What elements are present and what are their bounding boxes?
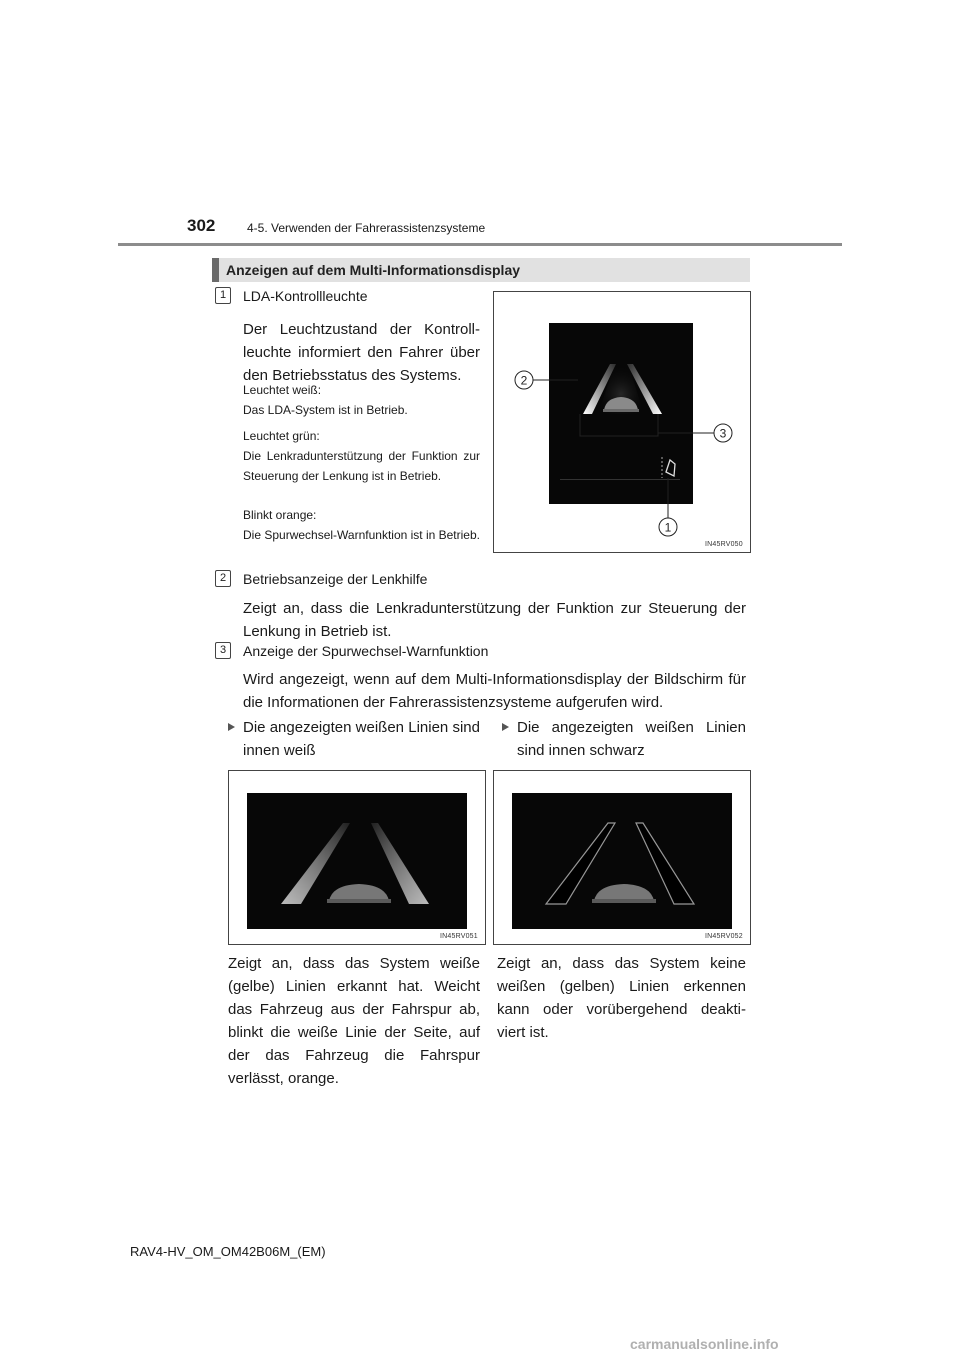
- bullet-triangle-icon: [502, 723, 509, 731]
- state-block: [243, 505, 480, 545]
- section-heading-text: Anzeigen auf dem Multi-Informationsdisplay: [226, 262, 521, 278]
- section-title: 4-5. Verwenden der Fahrerassistenzsysteme: [247, 221, 486, 235]
- section-heading: [212, 258, 750, 282]
- state-label: Blinkt orange:: [243, 508, 317, 522]
- item-description: Der Leuchtzustand der Kontroll- leuchte informiert den Fahrer über den Betriebsstatus des Systems.: [243, 321, 480, 384]
- state-block: [243, 426, 480, 486]
- bullet-triangle-icon: [228, 723, 235, 731]
- display-illustration: [494, 292, 750, 552]
- display-screen: [247, 793, 467, 929]
- item-number-badge: 1: [215, 287, 231, 304]
- display-divider: [560, 479, 680, 480]
- black-lines-illustration: [494, 771, 750, 944]
- callout-label-2: 2: [520, 373, 528, 388]
- figure-code: IN45RV051: [440, 933, 478, 940]
- item-title: LDA-Kontrollleuchte: [243, 288, 368, 304]
- item-description: Zeigt an, dass die Lenkradunterstützung der Funktion zur Steuerung der Lenkung in Betrieb ist.: [243, 600, 746, 640]
- figure-code: IN45RV052: [705, 933, 743, 940]
- vehicle-base: [592, 899, 656, 903]
- display-screen: [512, 793, 732, 929]
- state-label: Leuchtet weiß:: [243, 383, 322, 397]
- callout-label-3: 3: [719, 426, 727, 441]
- header-rule: [118, 243, 842, 246]
- heading-accent: [212, 258, 219, 282]
- state-text: Das LDA-System ist in Betrieb.: [243, 403, 408, 417]
- document-code: RAV4-HV_OM_OM42B06M_(EM): [130, 1244, 326, 1259]
- main-figure: [493, 291, 751, 553]
- figure-black-lines: [493, 770, 751, 945]
- state-label: Leuchtet grün:: [243, 429, 320, 443]
- figure-code: IN45RV050: [705, 541, 743, 548]
- item-number-badge: 3: [215, 642, 231, 659]
- comparison-heading-left: Die angezeigten weißen Linien sind innen weiß: [243, 719, 480, 759]
- item-title: Betriebsanzeige der Lenkhilfe: [243, 571, 428, 587]
- vehicle-base: [327, 899, 391, 903]
- item-description: Wird angezeigt, wenn auf dem Multi-Informationsdisplay der Bildschirm für die Informationen der Fahrerassistenzsysteme aufgerufen wird.: [243, 671, 746, 711]
- caption-left: Zeigt an, dass das System weiße (gelbe) Linien erkannt hat. Weicht das Fahrzeug aus der Fahrspur ab, blinkt die weiße Linie der Seite, auf der das Fahrzeug die Fahrspur verlässt, orange.: [228, 955, 480, 1087]
- state-text: Die Spurwechsel-Warnfunktion ist in Betrieb.: [243, 528, 480, 542]
- figure-white-lines: [228, 770, 486, 945]
- watermark: carmanualsonline.info: [630, 1336, 779, 1352]
- white-lines-illustration: [229, 771, 485, 944]
- vehicle-base: [603, 409, 639, 412]
- comparison-heading-right: Die angezeigten weißen Linien sind innen schwarz: [517, 719, 746, 759]
- caption-right: Zeigt an, dass das System keine weißen (gelben) Linien erkennen kann oder vorübergehend deakti- viert ist.: [497, 955, 746, 1041]
- callout-label-1: 1: [664, 520, 672, 535]
- item-number-badge: 2: [215, 570, 231, 587]
- page-number: 302: [187, 216, 216, 235]
- state-block: [243, 380, 480, 420]
- item-title: Anzeige der Spurwechsel-Warnfunktion: [243, 643, 489, 659]
- state-text: Die Lenkradunterstützung der Funktion zur Steuerung der Lenkung ist in Betrieb.: [243, 449, 480, 483]
